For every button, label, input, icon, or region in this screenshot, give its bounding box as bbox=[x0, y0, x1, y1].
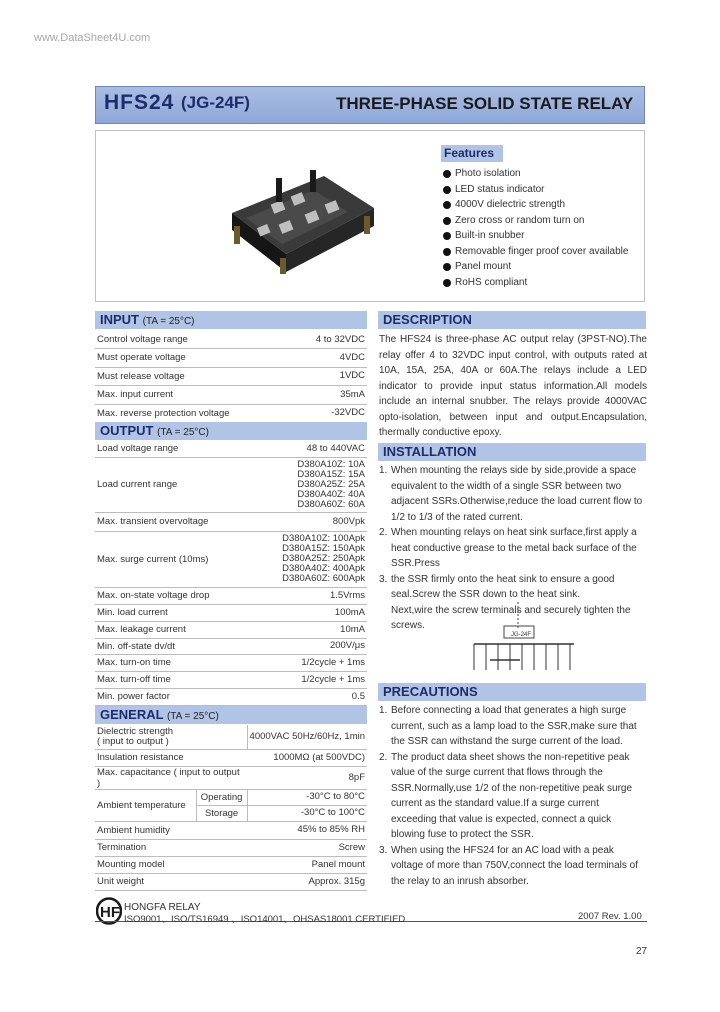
spec-value: D380A10Z: 100Apk D380A15Z: 150Apk D380A25Z: 250Apk D380A40Z: 400Apk D380A60Z: 600Apk bbox=[251, 531, 367, 587]
spec-label: Must release voltage bbox=[95, 367, 291, 386]
list-item bbox=[379, 572, 647, 603]
list-number: 1. bbox=[379, 465, 388, 476]
spec-value: 8pF bbox=[247, 766, 367, 789]
table-row bbox=[95, 821, 367, 839]
spec-label: Dielectric strength ( input to output ) bbox=[95, 725, 247, 749]
table-row bbox=[95, 349, 367, 368]
logo-text: HF bbox=[100, 904, 120, 921]
list-text: Next,wire the screw terminals and securely tighten the screws. bbox=[391, 604, 631, 631]
table-row bbox=[95, 766, 367, 789]
spec-value: Screw bbox=[247, 839, 367, 856]
list-item bbox=[379, 463, 647, 525]
diagram-label: JG-24F bbox=[511, 632, 532, 638]
spec-value: 1000MΩ (at 500VDC) bbox=[247, 749, 367, 766]
list-item bbox=[379, 703, 647, 750]
spec-label: Ambient humidity bbox=[95, 821, 247, 839]
spec-label: Ambient temperature bbox=[95, 789, 196, 821]
list-text: the SSR firmly onto the heat sink to ensure a good seal.Screw the SSR down to the heat sink. bbox=[391, 573, 615, 600]
feature-item: Zero cross or random turn on bbox=[443, 213, 628, 229]
spec-sublabel: Operating bbox=[196, 789, 247, 805]
list-text: When using the HFS24 for an AC load with a peak voltage of more than 750V,connect the load terminals of the relay to an inrush absorber. bbox=[391, 844, 639, 887]
table-row bbox=[95, 367, 367, 386]
spec-label: Max. capacitance ( input to output ) bbox=[95, 766, 247, 789]
spec-value: 100mA bbox=[251, 604, 367, 621]
list-text: Before connecting a load that generates a high surge current, such as a lamp load to the SSR,make sure that the SSR can withstand the surge current of the load. bbox=[391, 705, 637, 747]
feature-item: 4000V dielectric strength bbox=[443, 197, 628, 213]
table-row bbox=[95, 839, 367, 856]
spec-label: Must operate voltage bbox=[95, 349, 291, 368]
spec-value: 45% to 85% RH bbox=[247, 821, 367, 839]
features-heading: Features bbox=[441, 145, 503, 162]
spec-label: Max. transient overvoltage bbox=[95, 512, 251, 531]
table-row bbox=[95, 856, 367, 873]
spec-value: 1/2cycle + 1ms bbox=[251, 671, 367, 688]
spec-value: Approx. 315g bbox=[247, 873, 367, 890]
certifications: ISO9001、ISO/TS16949 、ISO14001、OHSAS18001 CERTIFIED bbox=[124, 914, 406, 925]
table-row bbox=[95, 531, 367, 587]
list-number: 2. bbox=[379, 751, 388, 763]
table-row bbox=[95, 441, 367, 457]
spec-value: 800Vpk bbox=[251, 512, 367, 531]
spec-label: Max. leakage current bbox=[95, 621, 251, 638]
table-row bbox=[95, 512, 367, 531]
list-number: 3. bbox=[379, 573, 388, 585]
spec-label: Max. on-state voltage drop bbox=[95, 587, 251, 604]
spec-label: Max. turn-on time bbox=[95, 654, 251, 671]
feature-item: Panel mount bbox=[443, 259, 628, 275]
table-row bbox=[95, 621, 367, 638]
spec-label: Unit weight bbox=[95, 873, 247, 890]
table-row bbox=[95, 638, 367, 654]
description-section-heading bbox=[378, 311, 646, 329]
spec-label: Min. load current bbox=[95, 604, 251, 621]
output-heading-text: OUTPUT bbox=[100, 423, 154, 438]
revision: 2007 Rev. 1.00 bbox=[578, 911, 642, 922]
input-heading-text: INPUT bbox=[100, 312, 139, 327]
description-text: The HFS24 is three-phase AC output relay (3PST-NO).The relay offer 4 to 32VDC input control, with outputs rated at 10A, 15A, 25A, 40A or 60A.The relays include a LED indicator to provide input status information.All models include an internal snubber. The relays provide 4000VAC opto-isolation, between input and output.Encapsulation, thermally conductive epoxy. bbox=[379, 334, 647, 438]
list-item bbox=[379, 750, 647, 843]
table-row bbox=[95, 725, 367, 749]
spec-value: 1VDC bbox=[291, 367, 367, 386]
installation-section-heading bbox=[378, 443, 646, 461]
input-condition: (TA = 25°C) bbox=[142, 316, 195, 327]
spec-value: 4 to 32VDC bbox=[291, 331, 367, 349]
spec-value: 1.5Vrms bbox=[251, 587, 367, 604]
spec-value: 4000VAC 50Hz/60Hz, 1min bbox=[247, 725, 367, 749]
spec-label: Load current range bbox=[95, 457, 251, 512]
features-list bbox=[443, 166, 628, 290]
table-row bbox=[95, 386, 367, 405]
general-heading-text: GENERAL bbox=[100, 707, 164, 722]
spec-label: Max. surge current (10ms) bbox=[95, 531, 251, 587]
spec-value: Panel mount bbox=[247, 856, 367, 873]
list-text: When mounting the relays side by side,provide a space equivalent to the width of a single SSR between two adjacent SSRs.Otherwise,reduce the load current flow to 1/2 to 1/3 of the rated current. bbox=[391, 465, 643, 523]
list-item bbox=[379, 525, 647, 572]
list-text: The product data sheet shows the non-repetitive peak value of the surge current that flows through the SSR.Normally,use 1/2 of the non-repetitive peak surge current as the standard value.If a surge current exceeding that value is expected, connect a quick blowing fuse to protect the SSR. bbox=[391, 751, 633, 840]
spec-label: Max. input current bbox=[95, 386, 291, 405]
spec-value: 200V/μs bbox=[251, 638, 367, 654]
table-row bbox=[95, 749, 367, 766]
precautions-section-heading bbox=[378, 683, 646, 701]
table-row bbox=[95, 789, 367, 805]
spec-value: 4VDC bbox=[291, 349, 367, 368]
feature-item: Removable finger proof cover available bbox=[443, 244, 628, 260]
spec-label: Termination bbox=[95, 839, 247, 856]
model-name: HFS24 bbox=[104, 91, 175, 114]
general-section-heading bbox=[95, 706, 367, 724]
spec-label: Max. reverse protection voltage bbox=[95, 404, 291, 422]
feature-item: RoHS compliant bbox=[443, 275, 628, 291]
table-row bbox=[95, 688, 367, 705]
relay-product-image bbox=[228, 168, 378, 278]
feature-item: Built-in snubber bbox=[443, 228, 628, 244]
company-name: HONGFA RELAY bbox=[124, 902, 201, 913]
general-condition: (TA = 25°C) bbox=[166, 711, 219, 722]
spec-value: -30°C to 100°C bbox=[247, 805, 367, 821]
precautions-list bbox=[379, 703, 647, 889]
model-alt: (JG-24F) bbox=[181, 93, 250, 112]
spec-label: Load voltage range bbox=[95, 441, 251, 457]
table-row bbox=[95, 671, 367, 688]
list-item bbox=[379, 843, 647, 890]
output-condition: (TA = 25°C) bbox=[157, 427, 209, 438]
list-number: 2. bbox=[379, 527, 388, 538]
spec-value: -30°C to 80°C bbox=[247, 789, 367, 805]
spec-label: Min. power factor bbox=[95, 688, 251, 705]
installation-heading-text: INSTALLATION bbox=[383, 444, 477, 459]
spec-label: Max. turn-off time bbox=[95, 671, 251, 688]
spec-value: -32VDC bbox=[291, 404, 367, 422]
input-section-heading bbox=[95, 311, 367, 329]
spec-sublabel: Storage bbox=[196, 805, 247, 821]
list-text: When mounting relays on heat sink surface,first apply a heat conductive grease to the metal back surface of the SSR.Press bbox=[391, 527, 637, 569]
table-row bbox=[95, 457, 367, 512]
table-row bbox=[95, 604, 367, 621]
table-row bbox=[95, 404, 367, 422]
page-title: THREE-PHASE SOLID STATE RELAY bbox=[336, 94, 634, 113]
table-row bbox=[95, 654, 367, 671]
table-row bbox=[95, 331, 367, 349]
spec-label: Insulation resistance bbox=[95, 749, 247, 766]
output-spec-table bbox=[95, 441, 367, 706]
output-section-heading bbox=[95, 422, 367, 440]
spec-label: Mounting model bbox=[95, 856, 247, 873]
feature-item: LED status indicator bbox=[443, 182, 628, 198]
feature-item: Photo isolation bbox=[443, 166, 628, 182]
table-row bbox=[95, 587, 367, 604]
precautions-heading-text: PRECAUTIONS bbox=[383, 684, 478, 699]
spec-value: 48 to 440VAC bbox=[251, 441, 367, 457]
watermark: www.DataSheet4U.com bbox=[34, 32, 151, 44]
spec-value: 35mA bbox=[291, 386, 367, 405]
general-spec-table bbox=[95, 725, 367, 891]
heat-sink-diagram bbox=[470, 600, 580, 680]
description-heading-text: DESCRIPTION bbox=[383, 312, 472, 327]
page-number: 27 bbox=[636, 946, 648, 957]
table-row bbox=[95, 873, 367, 890]
spec-value: 0.5 bbox=[251, 688, 367, 705]
spec-value: 1/2cycle + 1ms bbox=[251, 654, 367, 671]
spec-value: 10mA bbox=[251, 621, 367, 638]
input-spec-table bbox=[95, 331, 367, 423]
list-number: 1. bbox=[379, 705, 388, 716]
list-number: 3. bbox=[379, 844, 388, 856]
spec-value: D380A10Z: 10A D380A15Z: 15A D380A25Z: 25A D380A40Z: 40A D380A60Z: 60A bbox=[251, 457, 367, 512]
spec-label: Min. off-state dv/dt bbox=[95, 638, 251, 654]
spec-label: Control voltage range bbox=[95, 331, 291, 349]
